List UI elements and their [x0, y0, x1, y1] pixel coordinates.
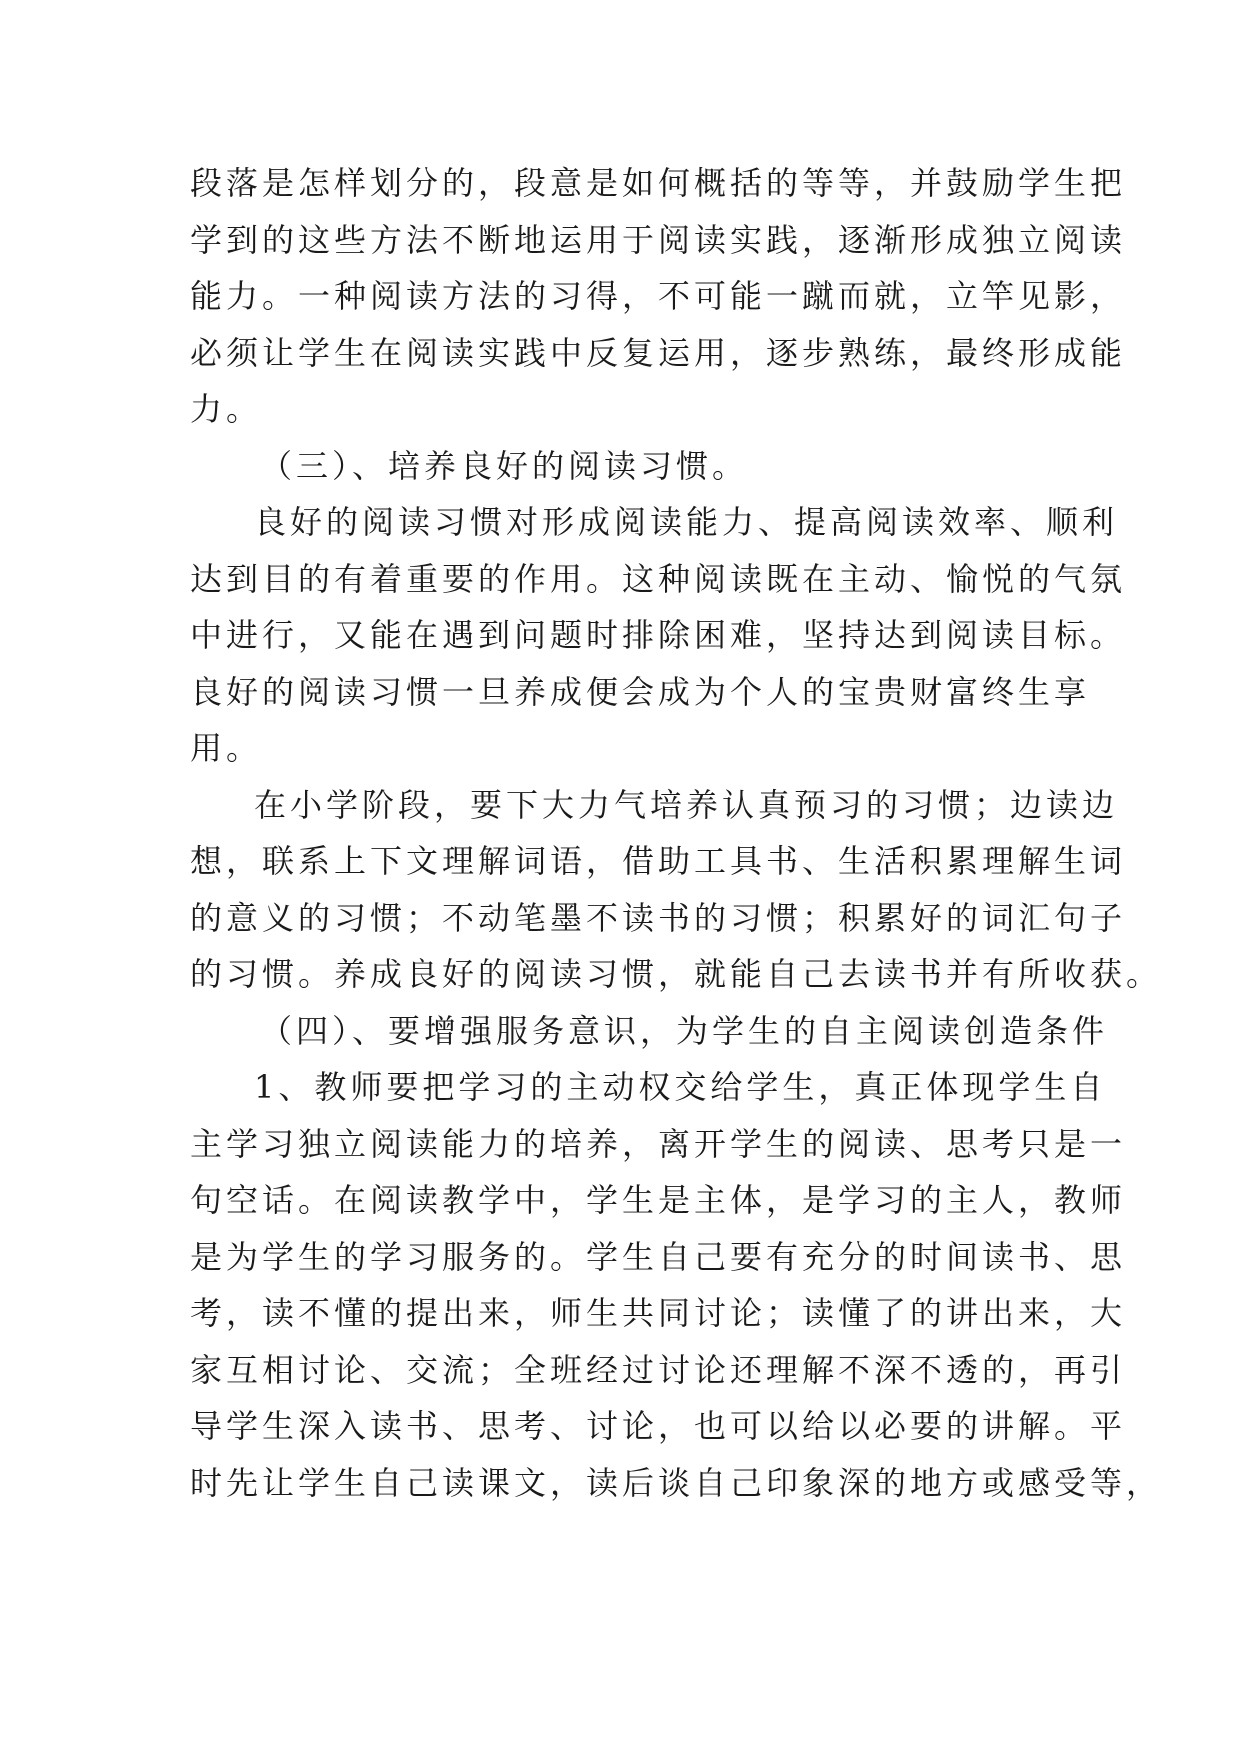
- document-body: [190, 155, 1163, 1511]
- paragraph-line: 必须让学生在阅读实践中反复运用，逐步熟练，最终形成能: [190, 333, 1127, 372]
- paragraph-line: 良好的阅读习惯对形成阅读能力、提高阅读效率、顺利: [254, 503, 1119, 541]
- paragraph-line: 达到目的有着重要的作用。这种阅读既在主动、愉悦的气氛: [190, 559, 1127, 598]
- paragraph-line: 在小学阶段，要下大力气培养认真预习的习惯；边读边: [254, 785, 1119, 824]
- paragraph-line: 用。: [190, 729, 263, 767]
- paragraph: [190, 155, 1127, 438]
- paragraph-line: 能力。一种阅读方法的习得，不可能一蹴而就，立竿见影，: [190, 277, 1127, 315]
- paragraph-line: 的习惯。养成良好的阅读习惯，就能自己去读书并有所收获。: [190, 955, 1163, 993]
- paragraph-line: 中进行，又能在遇到问题时排除困难，坚持达到阅读目标。: [190, 616, 1127, 654]
- heading-text: （四）、要增强服务意识，为学生的自主阅读创造条件: [260, 1011, 1109, 1050]
- paragraph-line: 良好的阅读习惯一旦养成便会成为个人的宝贵财富终生享: [190, 672, 1091, 711]
- paragraph-line: 时先让学生自己读课文，读后谈自己印象深的地方或感受等，: [190, 1463, 1163, 1502]
- paragraph: [190, 1059, 1163, 1511]
- paragraph-line: 家互相讨论、交流；全班经过讨论还理解不深不透的，再引: [190, 1350, 1127, 1389]
- section-heading: [190, 438, 1060, 495]
- paragraph-line: 主学习独立阅读能力的培养，离开学生的阅读、思考只是一: [190, 1124, 1127, 1163]
- heading-text: （三）、培养良好的阅读习惯。: [260, 446, 749, 485]
- paragraph-line: 的意义的习惯；不动笔墨不读书的习惯；积累好的词汇句子: [190, 898, 1127, 937]
- paragraph-line: 句空话。在阅读教学中，学生是主体，是学习的主人，教师: [190, 1181, 1127, 1219]
- paragraph-line: 段落是怎样划分的，段意是如何概括的等等，并鼓励学生把: [190, 164, 1127, 202]
- paragraph-line: 1、教师要把学习的主动权交给学生，真正体现学生自: [254, 1068, 1107, 1106]
- paragraph-line: 是为学生的学习服务的。学生自己要有充分的时间读书、思: [190, 1237, 1127, 1276]
- section-heading: [190, 1003, 1109, 1060]
- paragraph-line: 力。: [190, 390, 263, 428]
- paragraph: [190, 777, 1163, 1003]
- paragraph-line: 学到的这些方法不断地运用于阅读实践，逐渐形成独立阅读: [190, 220, 1127, 259]
- paragraph: [190, 494, 1127, 777]
- paragraph-line: 导学生深入读书、思考、讨论，也可以给以必要的讲解。平: [190, 1407, 1127, 1445]
- paragraph-line: 想，联系上下文理解词语，借助工具书、生活积累理解生词: [190, 842, 1127, 880]
- paragraph-line: 考，读不懂的提出来，师生共同讨论；读懂了的讲出来，大: [190, 1294, 1127, 1332]
